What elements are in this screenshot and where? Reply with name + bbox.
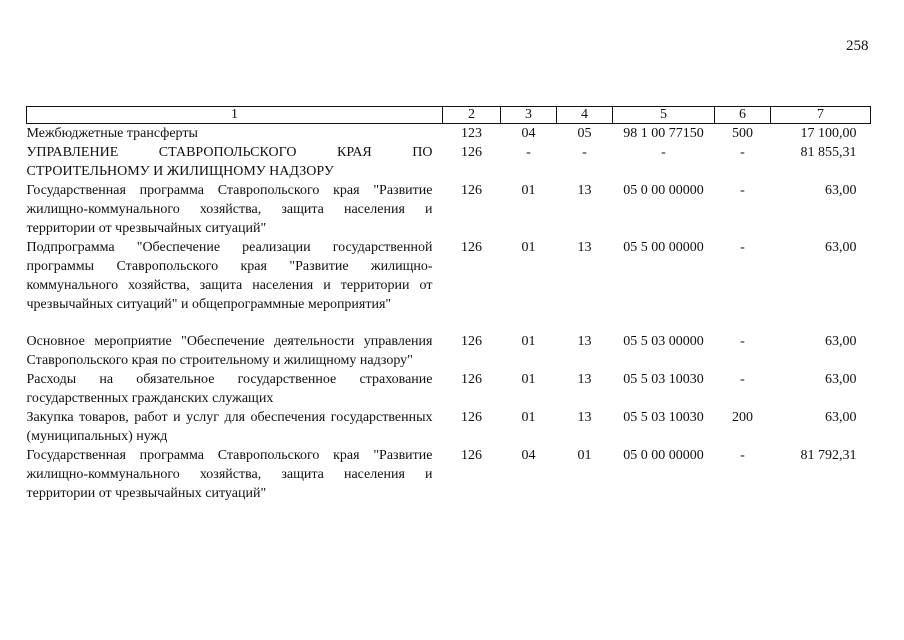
row-code-3: 01 — [521, 372, 536, 387]
row-amount: 63,00 — [825, 334, 857, 349]
row-code-4: 05 — [577, 126, 592, 141]
row-code-2: 123 — [461, 126, 482, 141]
row-amount: 81 855,31 — [800, 145, 857, 160]
row-name: Основное мероприятие "Обеспечение деятельности управления Ставропольского края по строительному и жилищному надзору" — [26, 334, 433, 368]
row-code-5: 05 5 00 00000 — [623, 240, 704, 255]
header-col-2: 2 — [443, 107, 501, 124]
row-code-2: 126 — [461, 410, 482, 425]
row-code-5: 05 5 03 10030 — [623, 372, 704, 387]
row-code-2: 126 — [461, 183, 482, 198]
row-code-4: 13 — [577, 372, 592, 387]
table-row — [27, 181, 871, 238]
row-code-2: 126 — [461, 240, 482, 255]
row-code-5: 05 5 03 10030 — [623, 410, 704, 425]
row-name: Межбюджетные трансферты — [26, 126, 198, 141]
header-col-5: 5 — [613, 107, 715, 124]
row-code-3: 01 — [521, 334, 536, 349]
row-code-6: 200 — [732, 410, 753, 425]
row-name: Расходы на обязательное государственное страхование государственных гражданских служащих — [26, 372, 433, 406]
row-code-4: 13 — [577, 334, 592, 349]
page-number: 258 — [846, 38, 869, 54]
row-name: УПРАВЛЕНИЕ СТАВРОПОЛЬСКОГО КРАЯ ПО СТРОИТЕЛЬНОМУ И ЖИЛИЩНОМУ НАДЗОРУ — [26, 145, 433, 179]
row-amount: 63,00 — [825, 410, 857, 425]
budget-table — [26, 106, 871, 503]
row-name: Подпрограмма "Обеспечение реализации государственной программы Ставропольского края "Развитие жилищно-коммунального хозяйства, защита населения и территории от чрезвычайных ситуаций" и общепрограммные мероприятия" — [26, 240, 433, 312]
row-code-6: 500 — [732, 126, 753, 141]
row-amount: 81 792,31 — [800, 448, 857, 463]
row-code-3: 04 — [521, 448, 536, 463]
row-code-2: 126 — [461, 372, 482, 387]
row-code-3: 01 — [521, 240, 536, 255]
header-col-6: 6 — [715, 107, 771, 124]
row-code-4: 13 — [577, 410, 592, 425]
table-row — [27, 408, 871, 446]
row-code-3: - — [526, 145, 531, 160]
row-code-5: 05 0 00 00000 — [623, 183, 704, 198]
header-col-3: 3 — [501, 107, 557, 124]
header-row — [27, 107, 871, 124]
row-code-5: - — [661, 145, 666, 160]
row-name: Закупка товаров, работ и услуг для обеспечения государственных (муниципальных) нужд — [26, 410, 433, 444]
table-row — [27, 370, 871, 408]
row-code-6: - — [740, 240, 745, 255]
header-col-4: 4 — [557, 107, 613, 124]
row-code-5: 05 5 03 00000 — [623, 334, 704, 349]
row-code-6: - — [740, 183, 745, 198]
table-row — [27, 238, 871, 314]
row-code-4: 13 — [577, 183, 592, 198]
spacer-row — [27, 314, 871, 332]
row-code-6: - — [740, 334, 745, 349]
row-code-5: 05 0 00 00000 — [623, 448, 704, 463]
row-code-2: 126 — [461, 334, 482, 349]
row-amount: 63,00 — [825, 240, 857, 255]
row-code-4: 01 — [577, 448, 592, 463]
row-code-2: 126 — [461, 448, 482, 463]
header-col-7: 7 — [771, 107, 871, 124]
table-row — [27, 446, 871, 503]
row-name: Государственная программа Ставропольского края "Развитие жилищно-коммунального хозяйства, защита населения и территории от чрезвычайных ситуаций" — [26, 448, 433, 501]
row-code-5: 98 1 00 77150 — [623, 126, 704, 141]
row-code-3: 04 — [521, 126, 536, 141]
row-code-2: 126 — [461, 145, 482, 160]
row-name: Государственная программа Ставропольского края "Развитие жилищно-коммунального хозяйства, защита населения и территории от чрезвычайных ситуаций" — [26, 183, 433, 236]
row-code-4: - — [582, 145, 587, 160]
row-code-6: - — [740, 145, 745, 160]
header-col-1: 1 — [27, 107, 443, 124]
row-code-6: - — [740, 372, 745, 387]
row-code-4: 13 — [577, 240, 592, 255]
row-amount: 63,00 — [825, 183, 857, 198]
row-code-6: - — [740, 448, 745, 463]
table-row — [27, 332, 871, 370]
table-row — [27, 124, 871, 144]
row-code-3: 01 — [521, 410, 536, 425]
row-amount: 17 100,00 — [800, 126, 857, 141]
row-code-3: 01 — [521, 183, 536, 198]
row-amount: 63,00 — [825, 372, 857, 387]
table-row — [27, 143, 871, 181]
